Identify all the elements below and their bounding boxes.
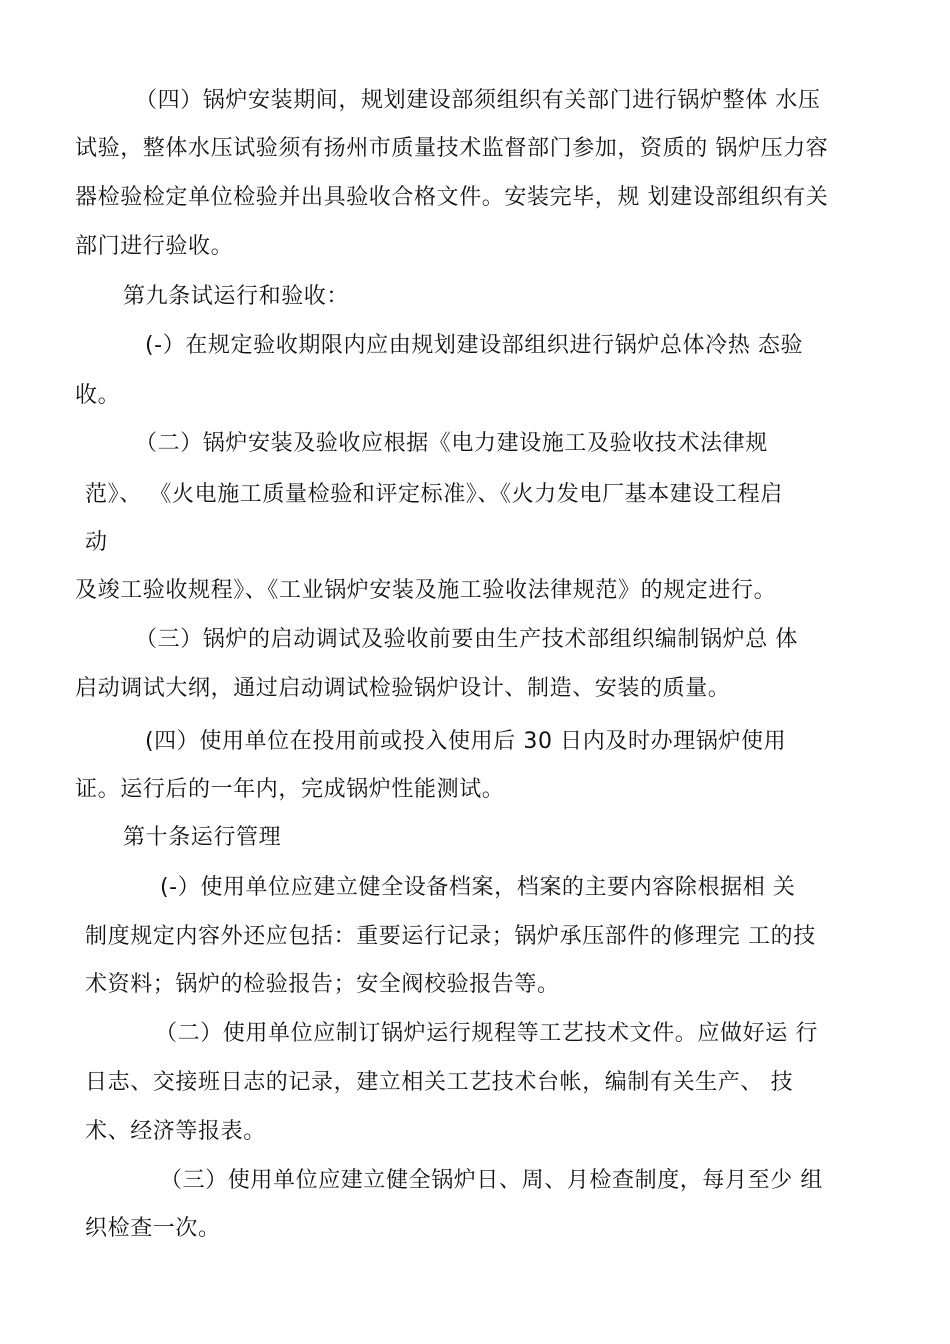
text-line: 动 [85,530,108,555]
text-line: （二）锅炉安装及验收应根据《电力建设施工及验收技术法律规 [135,431,768,456]
text-line: 启动调试大纲，通过启动调试检验锅炉设计、制造、安装的质量。 [75,676,731,701]
text-line: （三）锅炉的启动调试及验收前要由生产技术部组织编制锅炉总 体 [135,627,798,652]
text-line: 制度规定内容外还应包括：重要运行记录；锅炉承压部件的修理完 工的技 [85,924,816,949]
section-heading: 第十条运行管理 [123,825,282,850]
text-line: (四）使用单位在投用前或投入使用后 30 日内及时办理锅炉使用 [145,729,787,754]
text-line: 术、经济等报表。 [85,1119,266,1144]
text-line: (-）使用单位应建立健全设备档案，档案的主要内容除根据相 关 [160,875,796,900]
text-line: （四）锅炉安装期间，规划建设部须组织有关部门进行锅炉整体 水压 [135,88,821,113]
text-line: 器检验检定单位检验并出具验收合格文件。安装完毕，规 划建设部组织有关 [75,185,829,210]
text-line: (-）在规定验收期限内应由规划建设部组织进行锅炉总体冷热 态验 [145,333,804,358]
text-line: 范》、 《火电施工质量检验和评定标准》、《火力发电厂基本建设工程启 [85,482,783,507]
section-heading: 第九条试运行和验收： [123,284,350,309]
text-line: 及竣工验收规程》、《工业锅炉安装及施工验收法律规范》的规定进行。 [75,578,777,603]
text-line: （三）使用单位应建立健全锅炉日、周、月检查制度，每月至少 组 [160,1168,823,1193]
text-line: 术资料；锅炉的检验报告；安全阀校验报告等。 [85,972,560,997]
text-line: 织检查一次。 [85,1216,221,1241]
text-line: 试验，整体水压试验须有扬州市质量技术监督部门参加，资质的 锅炉压力容 [75,136,829,161]
text-line: 日志、交接班日志的记录，建立相关工艺技术台帐，编制有关生产、 技 [85,1070,794,1095]
text-line: 收。 [75,383,121,408]
text-line: 证。运行后的一年内，完成锅炉性能测试。 [75,777,505,802]
text-line: 部门进行验收。 [75,234,234,259]
text-line: （二）使用单位应制订锅炉运行规程等工艺技术文件。应做好运 行 [155,1021,818,1046]
